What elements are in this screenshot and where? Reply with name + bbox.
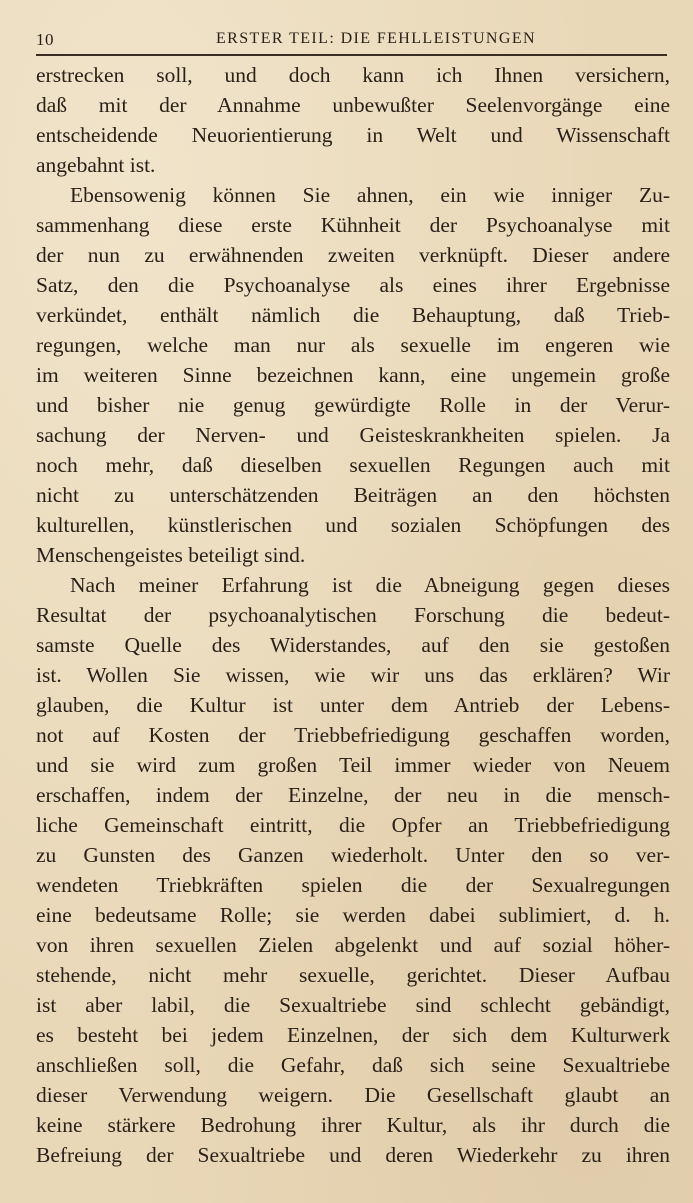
text-line: sachung der Nerven- und Geisteskrankheiten spielen. Ja (36, 423, 670, 447)
header-rule (36, 54, 667, 56)
text-line: Satz, den die Psychoanalyse als eines ihrer Ergebnisse (36, 273, 670, 297)
running-header (36, 28, 667, 52)
text-line: eine bedeutsame Rolle; sie werden dabei sublimiert, d. h. (36, 903, 670, 927)
text-line: nicht zu unterschätzenden Beiträgen an den höchsten (36, 483, 670, 507)
text-line: ist aber labil, die Sexualtriebe sind schlecht gebändigt, (36, 993, 670, 1017)
text-line: noch mehr, daß dieselben sexuellen Regungen auch mit (36, 453, 670, 477)
text-line: keine stärkere Bedrohung ihrer Kultur, als ihr durch die (36, 1113, 670, 1137)
text-line: zu Gunsten des Ganzen wiederholt. Unter den so ver- (36, 843, 670, 867)
text-line: regungen, welche man nur als sexuelle im engeren wie (36, 333, 670, 357)
text-line: kulturellen, künstlerischen und sozialen Schöpfungen des (36, 513, 670, 537)
text-line: entscheidende Neuorientierung in Welt und Wissenschaft (36, 123, 670, 147)
text-line: glauben, die Kultur ist unter dem Antrieb der Lebens- (36, 693, 670, 717)
text-line: verkündet, enthält nämlich die Behauptung, daß Trieb- (36, 303, 670, 327)
text-line: liche Gemeinschaft eintritt, die Opfer an Triebbefriedigung (36, 813, 670, 837)
text-line: erstrecken soll, und doch kann ich Ihnen versichern, (36, 63, 670, 87)
text-line: es besteht bei jedem Einzelnen, der sich dem Kulturwerk (36, 1023, 670, 1047)
text-line: von ihren sexuellen Zielen abgelenkt und auf sozial höher- (36, 933, 670, 957)
text-line: Ebensowenig können Sie ahnen, ein wie inniger Zu- (70, 183, 670, 207)
text-line: der nun zu erwähnenden zweiten verknüpft. Dieser andere (36, 243, 670, 267)
text-line: angebahnt ist. (36, 153, 156, 177)
text-line: im weiteren Sinne bezeichnen kann, eine ungemein große (36, 363, 670, 387)
text-line: Nach meiner Erfahrung ist die Abneigung gegen dieses (70, 573, 670, 597)
text-line: samste Quelle des Widerstandes, auf den sie gestoßen (36, 633, 670, 657)
text-line: und bisher nie genug gewürdigte Rolle in der Verur- (36, 393, 670, 417)
text-line: wendeten Triebkräften spielen die der Sexualregungen (36, 873, 670, 897)
running-title: ERSTER TEIL: DIE FEHLLEISTUNGEN (216, 30, 536, 47)
page-number: 10 (36, 30, 54, 49)
text-line: sammenhang diese erste Kühnheit der Psychoanalyse mit (36, 213, 670, 237)
text-line: Menschengeistes beteiligt sind. (36, 543, 306, 567)
text-line: ist. Wollen Sie wissen, wie wir uns das erklären? Wir (36, 663, 670, 687)
text-line: dieser Verwendung weigern. Die Gesellschaft glaubt an (36, 1083, 670, 1107)
text-line: Befreiung der Sexualtriebe und deren Wiederkehr zu ihren (36, 1143, 670, 1167)
text-line: anschließen soll, die Gefahr, daß sich seine Sexualtriebe (36, 1053, 670, 1077)
text-line: erschaffen, indem der Einzelne, der neu in die mensch- (36, 783, 670, 807)
text-line: stehende, nicht mehr sexuelle, gerichtet. Dieser Aufbau (36, 963, 670, 987)
text-line: Resultat der psychoanalytischen Forschung die bedeut- (36, 603, 670, 627)
body-text (36, 60, 670, 1170)
text-line: not auf Kosten der Triebbefriedigung geschaffen worden, (36, 723, 670, 747)
text-line: und sie wird zum großen Teil immer wieder von Neuem (36, 753, 670, 777)
text-line: daß mit der Annahme unbewußter Seelenvorgänge eine (36, 93, 670, 117)
